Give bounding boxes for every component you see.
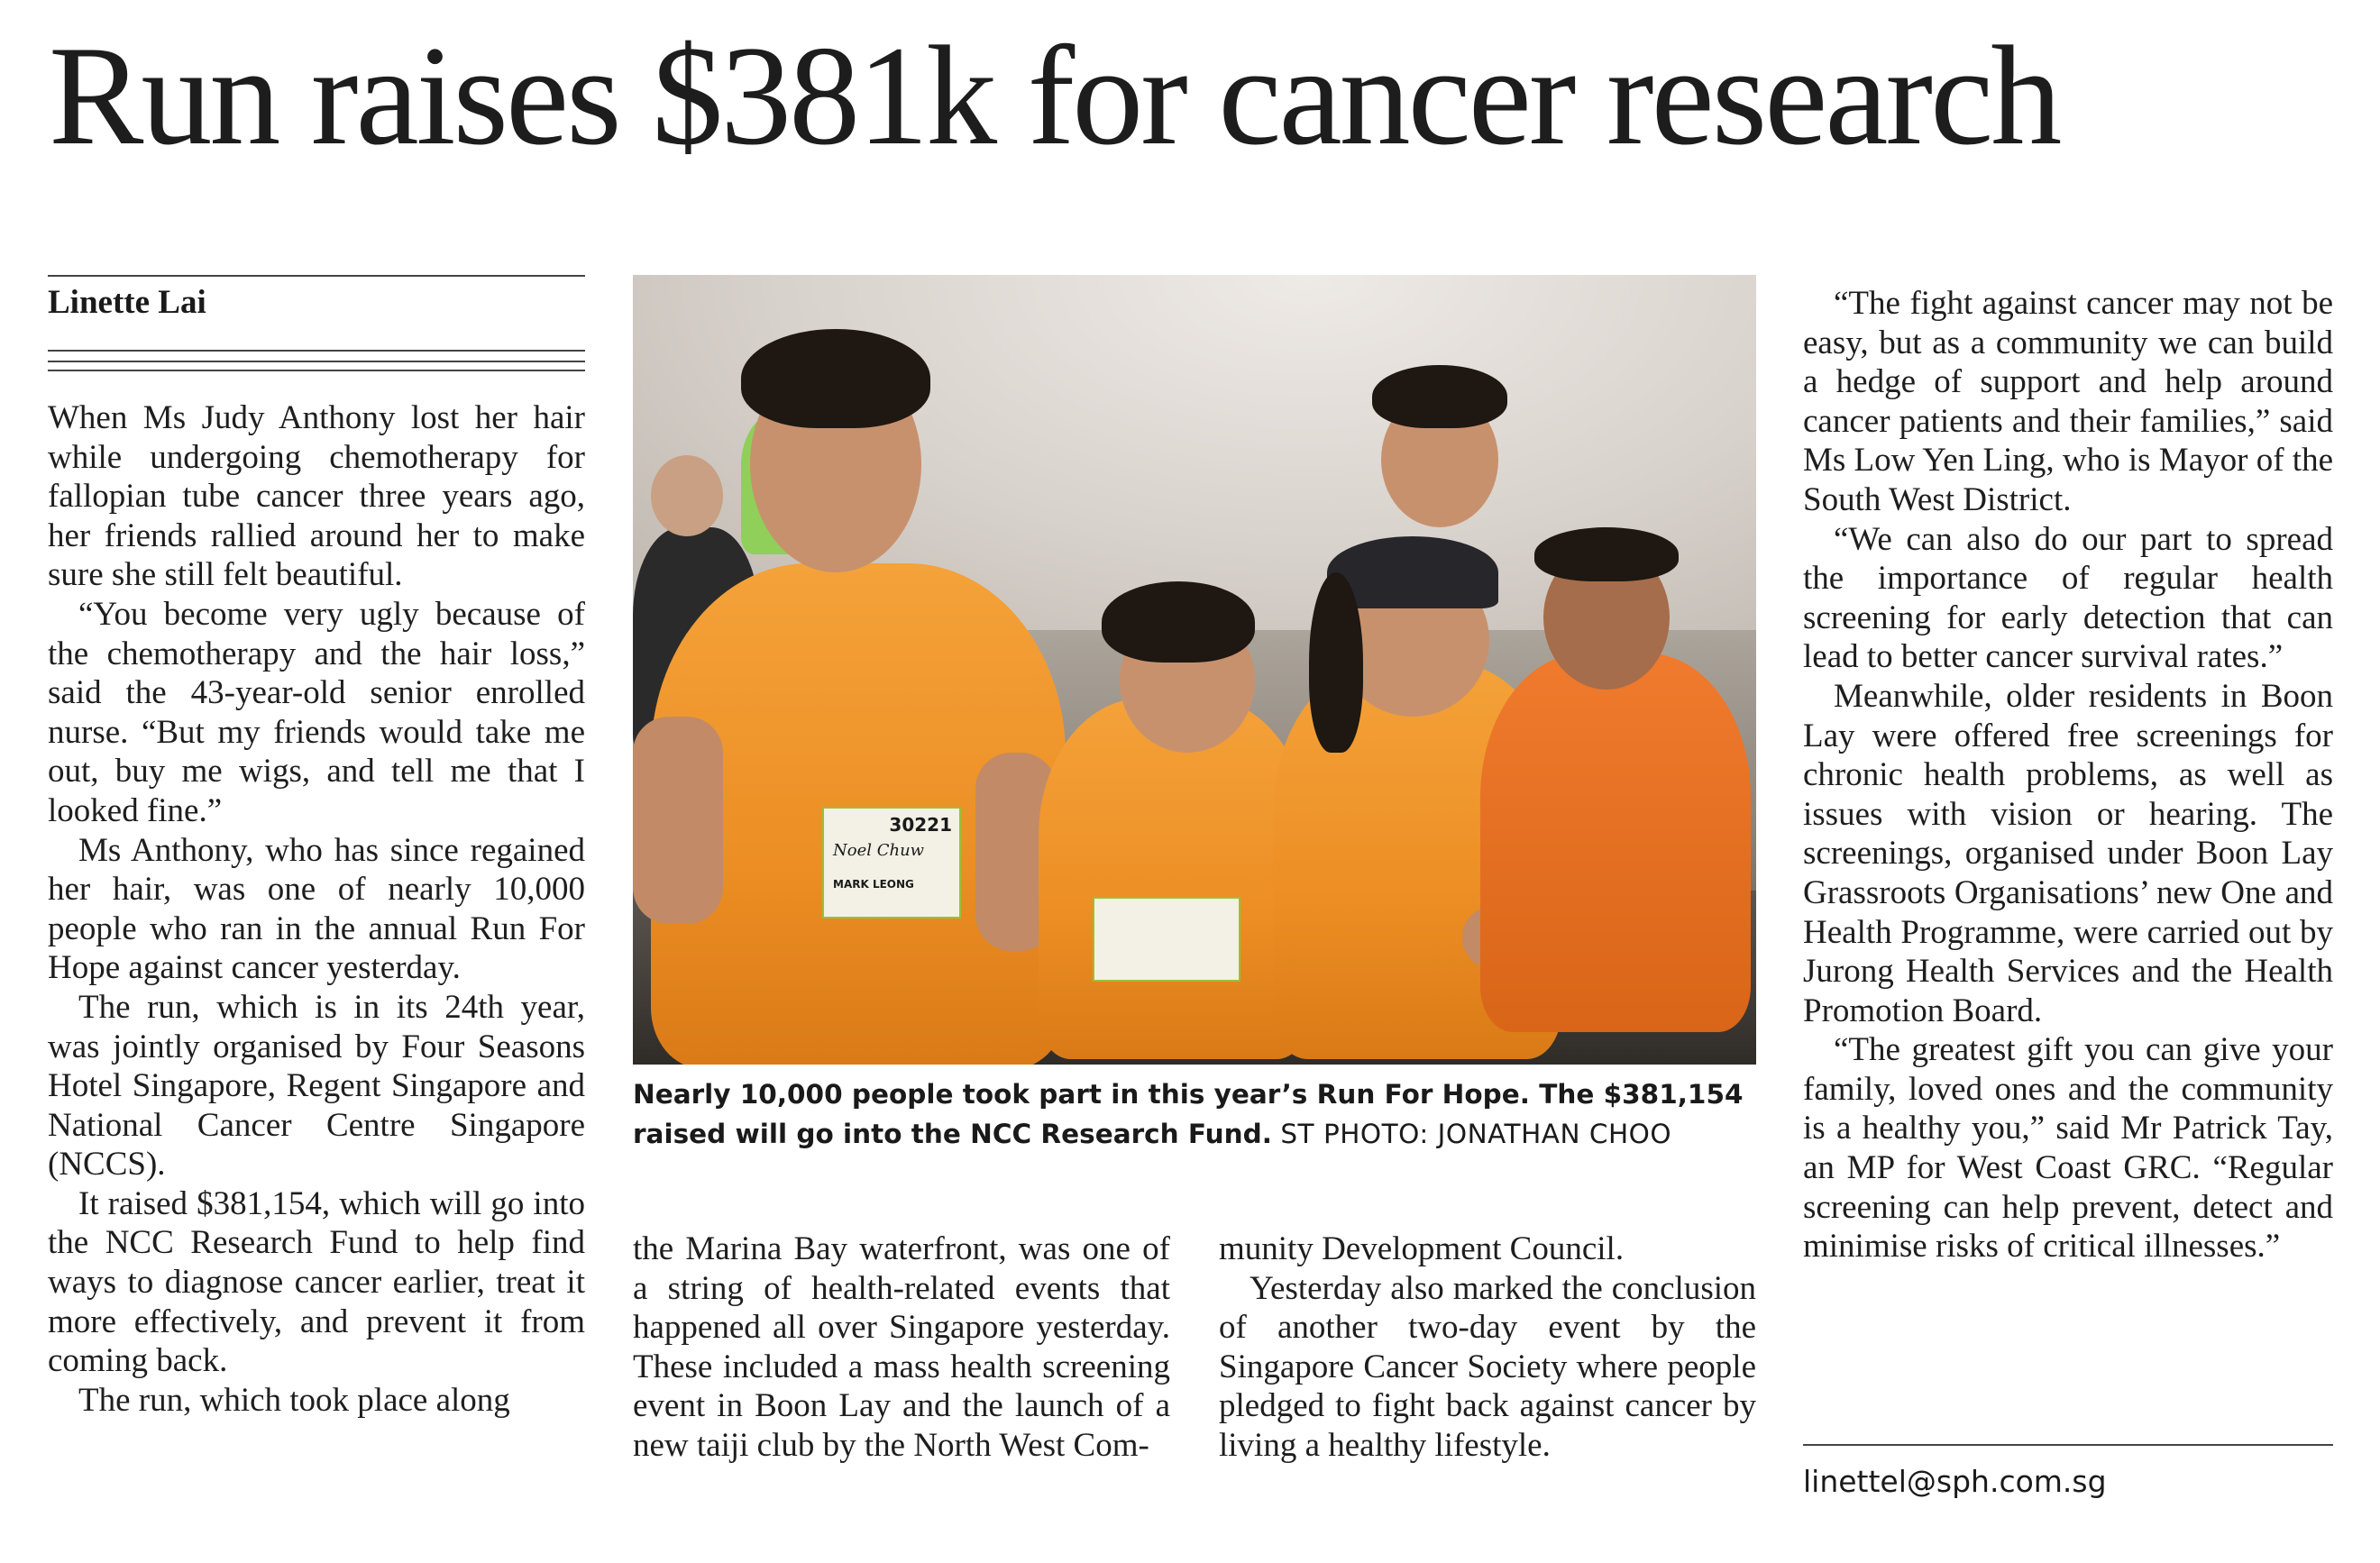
article-column-mid-2 [1219,1229,1756,1466]
paragraph: “The fight against cancer may not be easy, but as a community we can build a hedge of support and help around cancer patients and their families,” said Ms Low Yen Ling, who is Mayor of the South West District. [1803,285,2333,518]
article-column-left [48,398,585,1420]
author-email: linettel@sph.com.sg [1803,1464,2107,1499]
byline-bottom-rule [48,370,585,371]
runner-right-man [1462,500,1756,1041]
paragraph: Meanwhile, older residents in Boon Lay were offered free screenings for chronic health problems, as well as issues with vision or hearing. The screenings, organised under Boon Lay Grassroots Organisations’ new One and Health Programme, were carried out by Jurong Health Services and the Health Promotion Board. [1803,677,2333,1029]
paragraph: the Marina Bay waterfront, was one of a string of health-related events that happened all over Singapore yesterday. These included a mass health screening event in Boon Lay and the launch of a new taiji club by the North West Com- [633,1230,1170,1464]
paragraph: It raised $381,154, which will go into the NCC Research Fund to help find ways to diagnose cancer earlier, treat it more effectively, and prevent it from coming back. [48,1184,585,1380]
paragraph: Yesterday also marked the conclusion of another two-day event by the Singapore Cancer Society where people pledged to fight back against cancer by living a healthy lifestyle. [1219,1269,1756,1464]
caption-text: Nearly 10,000 people took part in this year’s Run For Hope. The $381,154 raised will go into the NCC Research Fund. [633,1079,1744,1149]
paragraph: The run, which took place along [78,1381,510,1419]
article-column-mid-1 [633,1229,1170,1466]
paragraph: The run, which is in its 24th year, was jointly organised by Four Seasons Hotel Singapore, Regent Singapore and National Cancer Centre Singapore (NCCS). [48,988,585,1184]
end-rule [1803,1444,2333,1446]
byline-bottom-rule [48,361,585,362]
paragraph: When Ms Judy Anthony lost her hair while undergoing chemotherapy for fallopian tube cancer three years ago, her friends rallied around her to make sure she still felt beautiful. [48,399,585,594]
paragraph: Ms Anthony, who has since regained her hair, was one of nearly 10,000 people who ran in the annual Run For Hope against cancer yesterday. [48,831,585,987]
photo-caption [633,1074,1756,1154]
photo-credit: ST PHOTO: JONATHAN CHOO [1280,1119,1672,1149]
paragraph: munity Development Council. [1219,1230,1625,1267]
byline-bottom-rule [48,350,585,352]
paragraph: “The greatest gift you can give your family, loved ones and the community is a healthy you,” said Mr Patrick Tay, an MP for West Coast GRC. “Regular screening can help prevent, detect and minimise risks of critical illnesses.” [1803,1031,2333,1266]
race-bib [1093,897,1240,982]
headline: Run raises $381k for cancer research [49,17,2060,175]
runner-main-man [633,302,1102,1065]
race-bib: 30221 Noel Chuw MARK LEONG [822,807,961,919]
article-column-right [1803,284,2333,1266]
paragraph: “You become very ugly because of the chemotherapy and the hair loss,” said the 43-year-old senior enrolled nurse. “But my friends would take me out, buy me wigs, and tell me that I looked fine.” [48,595,585,829]
news-photo-runners [633,275,1756,1065]
byline: Linette Lai [48,284,206,321]
paragraph: “We can also do our part to spread the importance of regular health screening for early detection that can lead to better cancer survival rates.” [1803,520,2333,676]
byline-top-rule [48,275,585,277]
